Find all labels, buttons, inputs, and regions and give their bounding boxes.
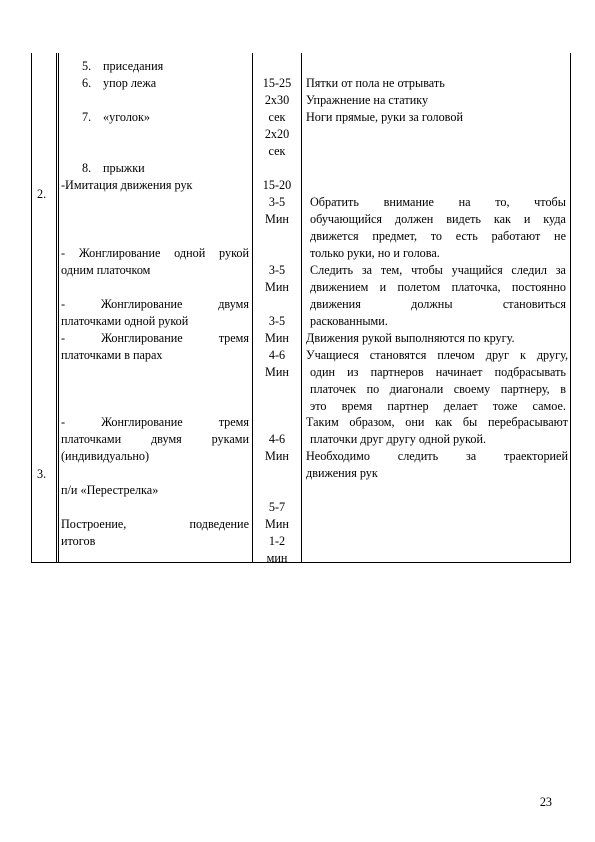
word: Следить — [310, 263, 354, 277]
word: начинает — [435, 365, 483, 379]
word: партнер — [387, 399, 429, 413]
word: рукой — [219, 246, 249, 260]
exercise-juggling-one-hand-line-1 — [61, 245, 249, 261]
note-line — [310, 228, 566, 244]
note: Упражнение на статику — [306, 93, 429, 107]
note-line — [310, 262, 566, 278]
column-divider-4 — [301, 53, 302, 563]
word: внимание — [383, 195, 434, 209]
word: это — [310, 399, 327, 413]
word: они — [405, 415, 425, 429]
note-line — [310, 364, 566, 380]
word: за — [465, 449, 477, 463]
exercise-juggling-one-hand-line-2: одним платочком — [61, 263, 151, 277]
word: следить — [397, 449, 439, 463]
list-item: приседания — [103, 59, 164, 73]
exercise-juggling-three-two-hands-line-3: (индивидуально) — [61, 449, 150, 463]
word: из — [347, 365, 359, 379]
column-divider-2 — [58, 53, 59, 563]
word: один — [310, 365, 335, 379]
section-number-2: 2. — [37, 187, 47, 201]
word: и — [523, 212, 531, 226]
word: должен — [394, 212, 434, 226]
word: Таким — [306, 415, 339, 429]
word: на — [458, 195, 471, 209]
dosage-value: 1-2 — [268, 534, 286, 548]
dosage-value: 5-7 — [268, 500, 286, 514]
note: Ноги прямые, руки за головой — [306, 110, 463, 124]
word: чтобы — [534, 195, 566, 209]
table-border-left — [31, 53, 32, 563]
page-number: 23 — [539, 795, 552, 809]
word: Жонглирование — [101, 415, 183, 429]
word: партнеру, — [500, 382, 550, 396]
dosage-value: 2х30 — [264, 93, 290, 107]
word: партнеров — [370, 365, 424, 379]
dosage-value: 3-5 — [268, 263, 286, 277]
exercise-arm-imitation: -Имитация движения рук — [61, 178, 193, 192]
section-number-3: 3. — [37, 467, 47, 481]
list-item-number: 6. — [82, 76, 92, 90]
word: следил — [511, 263, 547, 277]
word: обучающийся — [310, 212, 383, 226]
note-line — [310, 211, 566, 227]
word: движением — [310, 280, 369, 294]
word: к — [519, 348, 526, 362]
note-line — [310, 398, 566, 414]
dosage-value: Мин — [265, 212, 289, 226]
word: тоже — [492, 399, 518, 413]
word: подбрасывать — [494, 365, 566, 379]
word: то — [430, 229, 443, 243]
word: образом, — [349, 415, 395, 429]
word: двумя — [218, 297, 249, 311]
word: самое. — [532, 399, 566, 413]
word: перебрасывают — [487, 415, 568, 429]
word: движения — [310, 297, 361, 311]
dosage-value: 15-25 — [262, 76, 292, 90]
word: делает — [443, 399, 478, 413]
word: платочка, — [451, 280, 501, 294]
word: как — [435, 415, 453, 429]
dosage-value: 2х20 — [264, 127, 290, 141]
table-border-bottom — [31, 562, 571, 563]
dosage-value: 3-5 — [268, 314, 286, 328]
word: диагонали — [389, 382, 444, 396]
dosage-value: сек — [268, 144, 286, 158]
note-line: только руки, но и голова. — [310, 246, 440, 260]
word: - — [61, 331, 66, 345]
word: становятся — [369, 348, 427, 362]
word: Учащиеся — [306, 348, 359, 362]
word: Построение, — [61, 517, 127, 531]
dosage-value: 4-6 — [268, 432, 286, 446]
exercise-final-line-2: итогов — [61, 534, 96, 548]
word: руками — [211, 432, 249, 446]
exercise-juggling-two-line-2: платочками одной рукой — [61, 314, 189, 328]
word: постоянно — [511, 280, 566, 294]
note-line: Движения рукой выполняются по кругу. — [306, 331, 515, 345]
dosage-value: Мин — [265, 331, 289, 345]
word: Жонглирование — [100, 297, 183, 311]
table-border-right — [570, 53, 571, 563]
word: движется — [310, 229, 359, 243]
word: платочек — [310, 382, 357, 396]
exercise-game: п/и «Перестрелка» — [61, 483, 159, 497]
exercise-juggling-three-two-hands-line-1 — [61, 414, 249, 430]
dosage-value: 3-5 — [268, 195, 286, 209]
word: тремя — [218, 415, 249, 429]
dosage-value: 4-6 — [268, 348, 286, 362]
word: время — [341, 399, 373, 413]
note-line — [306, 347, 568, 363]
exercise-juggling-two-line-1 — [61, 296, 249, 312]
note-line: движения рук — [306, 466, 378, 480]
note-line — [306, 448, 568, 464]
dosage-value: мин — [266, 551, 288, 565]
dosage-value: Мин — [265, 280, 289, 294]
word: одной — [174, 246, 206, 260]
word: платочками — [61, 432, 122, 446]
word: своему — [453, 382, 491, 396]
note-line — [310, 194, 566, 210]
word: как — [493, 212, 511, 226]
list-item-number: 5. — [82, 59, 92, 73]
word: друг — [485, 348, 509, 362]
word: Жонглирование — [78, 246, 161, 260]
word: - — [61, 415, 66, 429]
dosage-value: Мин — [265, 365, 289, 379]
note-line — [310, 296, 566, 312]
word: тем, — [380, 263, 403, 277]
dosage-value: сек — [268, 110, 286, 124]
exercise-juggling-three-pairs-line-2: платочками в парах — [61, 348, 163, 362]
list-item-number: 8. — [82, 161, 92, 175]
word: траекторией — [504, 449, 568, 463]
word: не — [554, 229, 566, 243]
word: куда — [543, 212, 566, 226]
note-line: платочки друг другу одной рукой. — [310, 432, 487, 446]
word: видеть — [446, 212, 481, 226]
word: - — [61, 297, 66, 311]
word: плечом — [437, 348, 475, 362]
note: Пятки от пола не отрывать — [306, 76, 445, 90]
note-line — [306, 414, 568, 430]
word: другу, — [536, 348, 568, 362]
word: чтобы — [411, 263, 443, 277]
word: предмет, — [372, 229, 418, 243]
dosage-value: Мин — [265, 449, 289, 463]
list-item-number: 7. — [82, 110, 92, 124]
note-line: раскованными. — [310, 314, 388, 328]
word: работают — [491, 229, 541, 243]
word: двумя — [150, 432, 182, 446]
dosage-value: Мин — [265, 517, 289, 531]
word: по — [366, 382, 380, 396]
dosage-value: 15-20 — [262, 178, 292, 192]
exercise-juggling-three-two-hands-line-2 — [61, 431, 249, 447]
word: есть — [455, 229, 478, 243]
list-item: упор лежа — [103, 76, 157, 90]
exercise-final-line-1 — [61, 516, 249, 532]
list-item: «уголок» — [103, 110, 151, 124]
word: полетом — [397, 280, 441, 294]
exercise-juggling-three-pairs-line-1 — [61, 330, 249, 346]
note-line — [310, 381, 566, 397]
word: Жонглирование — [101, 331, 183, 345]
word: тремя — [218, 331, 249, 345]
word: за — [361, 263, 373, 277]
word: в — [560, 382, 566, 396]
word: и — [379, 280, 387, 294]
word: учащийся — [451, 263, 503, 277]
word: то, — [495, 195, 510, 209]
word: Обратить — [310, 195, 359, 209]
word: - — [61, 246, 66, 260]
list-item: прыжки — [103, 161, 145, 175]
column-divider-1 — [56, 53, 57, 563]
word: должны — [411, 297, 453, 311]
word: становиться — [502, 297, 566, 311]
word: за — [555, 263, 566, 277]
word: бы — [462, 415, 478, 429]
word: Необходимо — [306, 449, 370, 463]
word: подведение — [189, 517, 249, 531]
note-line — [310, 279, 566, 295]
